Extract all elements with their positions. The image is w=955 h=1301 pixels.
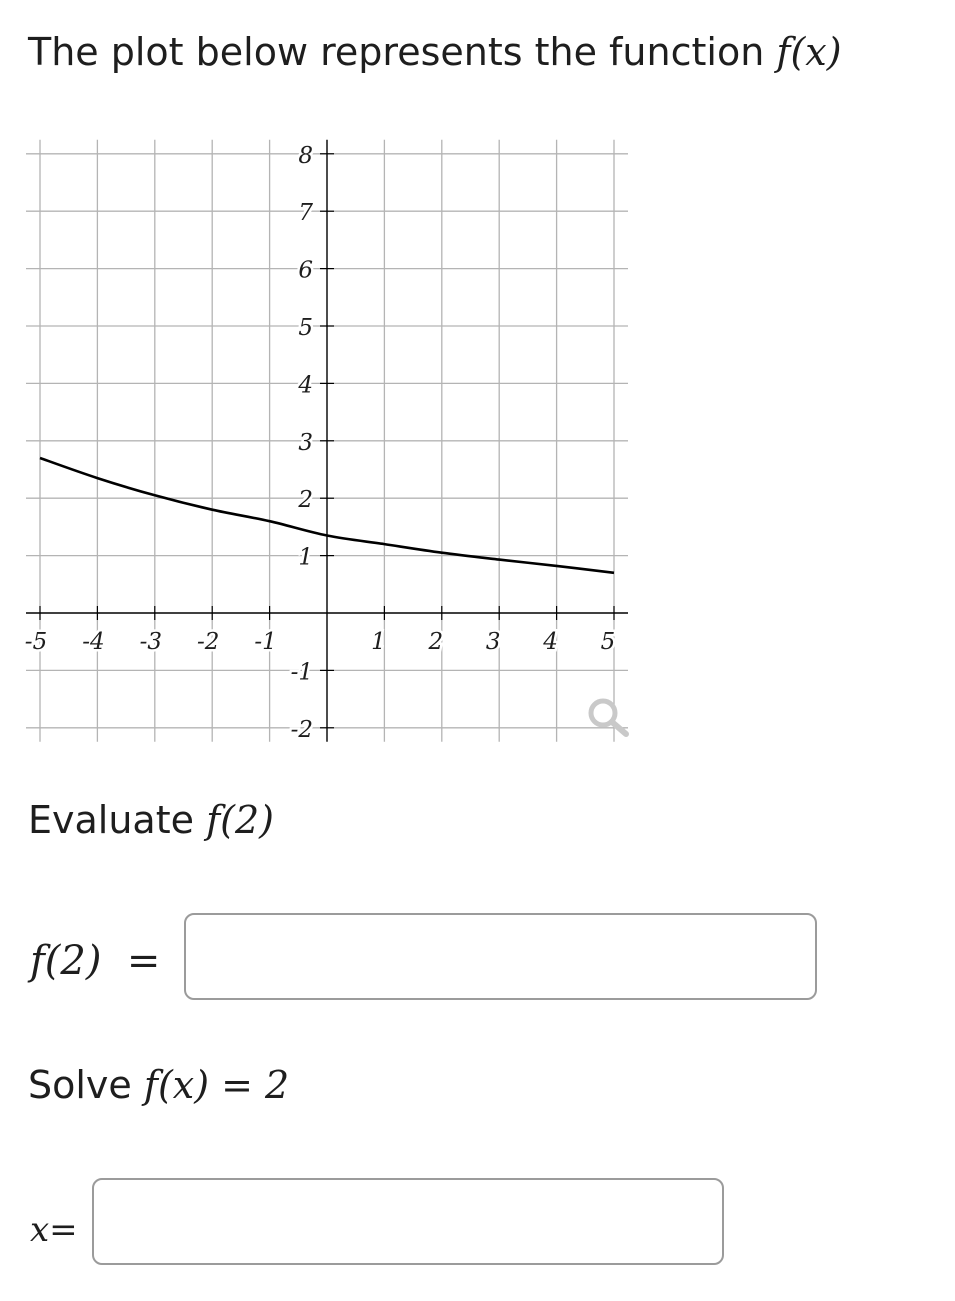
solve-equation: f(x) = 2 [143,1063,290,1107]
x-tick-label: -1 [254,629,277,655]
x-tick-label: 1 [371,629,386,655]
evaluate-expression: f(2) [206,798,274,842]
y-tick-label: 4 [298,372,313,399]
x-answer-label-text: x= [30,1210,78,1250]
question-heading [28,30,842,74]
x-tick-label: 4 [543,629,558,655]
y-tick-label: 1 [298,544,313,571]
evaluate-prompt [28,798,274,842]
solve-prompt-text: Solve [28,1063,144,1107]
y-tick-label: -2 [290,716,313,743]
y-tick-label: 7 [298,200,313,227]
x-answer-label [30,1210,78,1250]
x-answer-input[interactable] [92,1178,724,1265]
f2-answer-label [30,938,160,984]
y-tick-label: 2 [298,487,313,514]
y-tick-label: 5 [298,315,313,341]
y-tick-label: 6 [298,257,313,284]
x-tick-label: 5 [600,629,616,655]
solve-prompt [28,1063,289,1107]
f2-answer-input[interactable] [184,913,817,1000]
function-graph [0,130,640,750]
function-notation: f(x) [776,30,842,74]
evaluate-prompt-text: Evaluate [28,798,207,842]
y-tick-label: 8 [298,142,313,169]
question-heading-text: The plot below represents the function [28,30,777,74]
x-tick-label: 3 [485,629,501,655]
x-tick-label: -4 [82,629,105,655]
y-tick-label: -1 [290,659,313,686]
x-tick-label: -3 [139,629,163,655]
x-tick-label: 2 [428,629,444,655]
x-tick-label: -2 [196,629,220,655]
magnifier-icon[interactable] [576,694,632,744]
f2-answer-label-text: f(2) = [30,938,161,984]
tick-labels [25,143,616,743]
x-tick-label: -5 [24,629,48,655]
y-tick-label: 3 [298,429,313,456]
